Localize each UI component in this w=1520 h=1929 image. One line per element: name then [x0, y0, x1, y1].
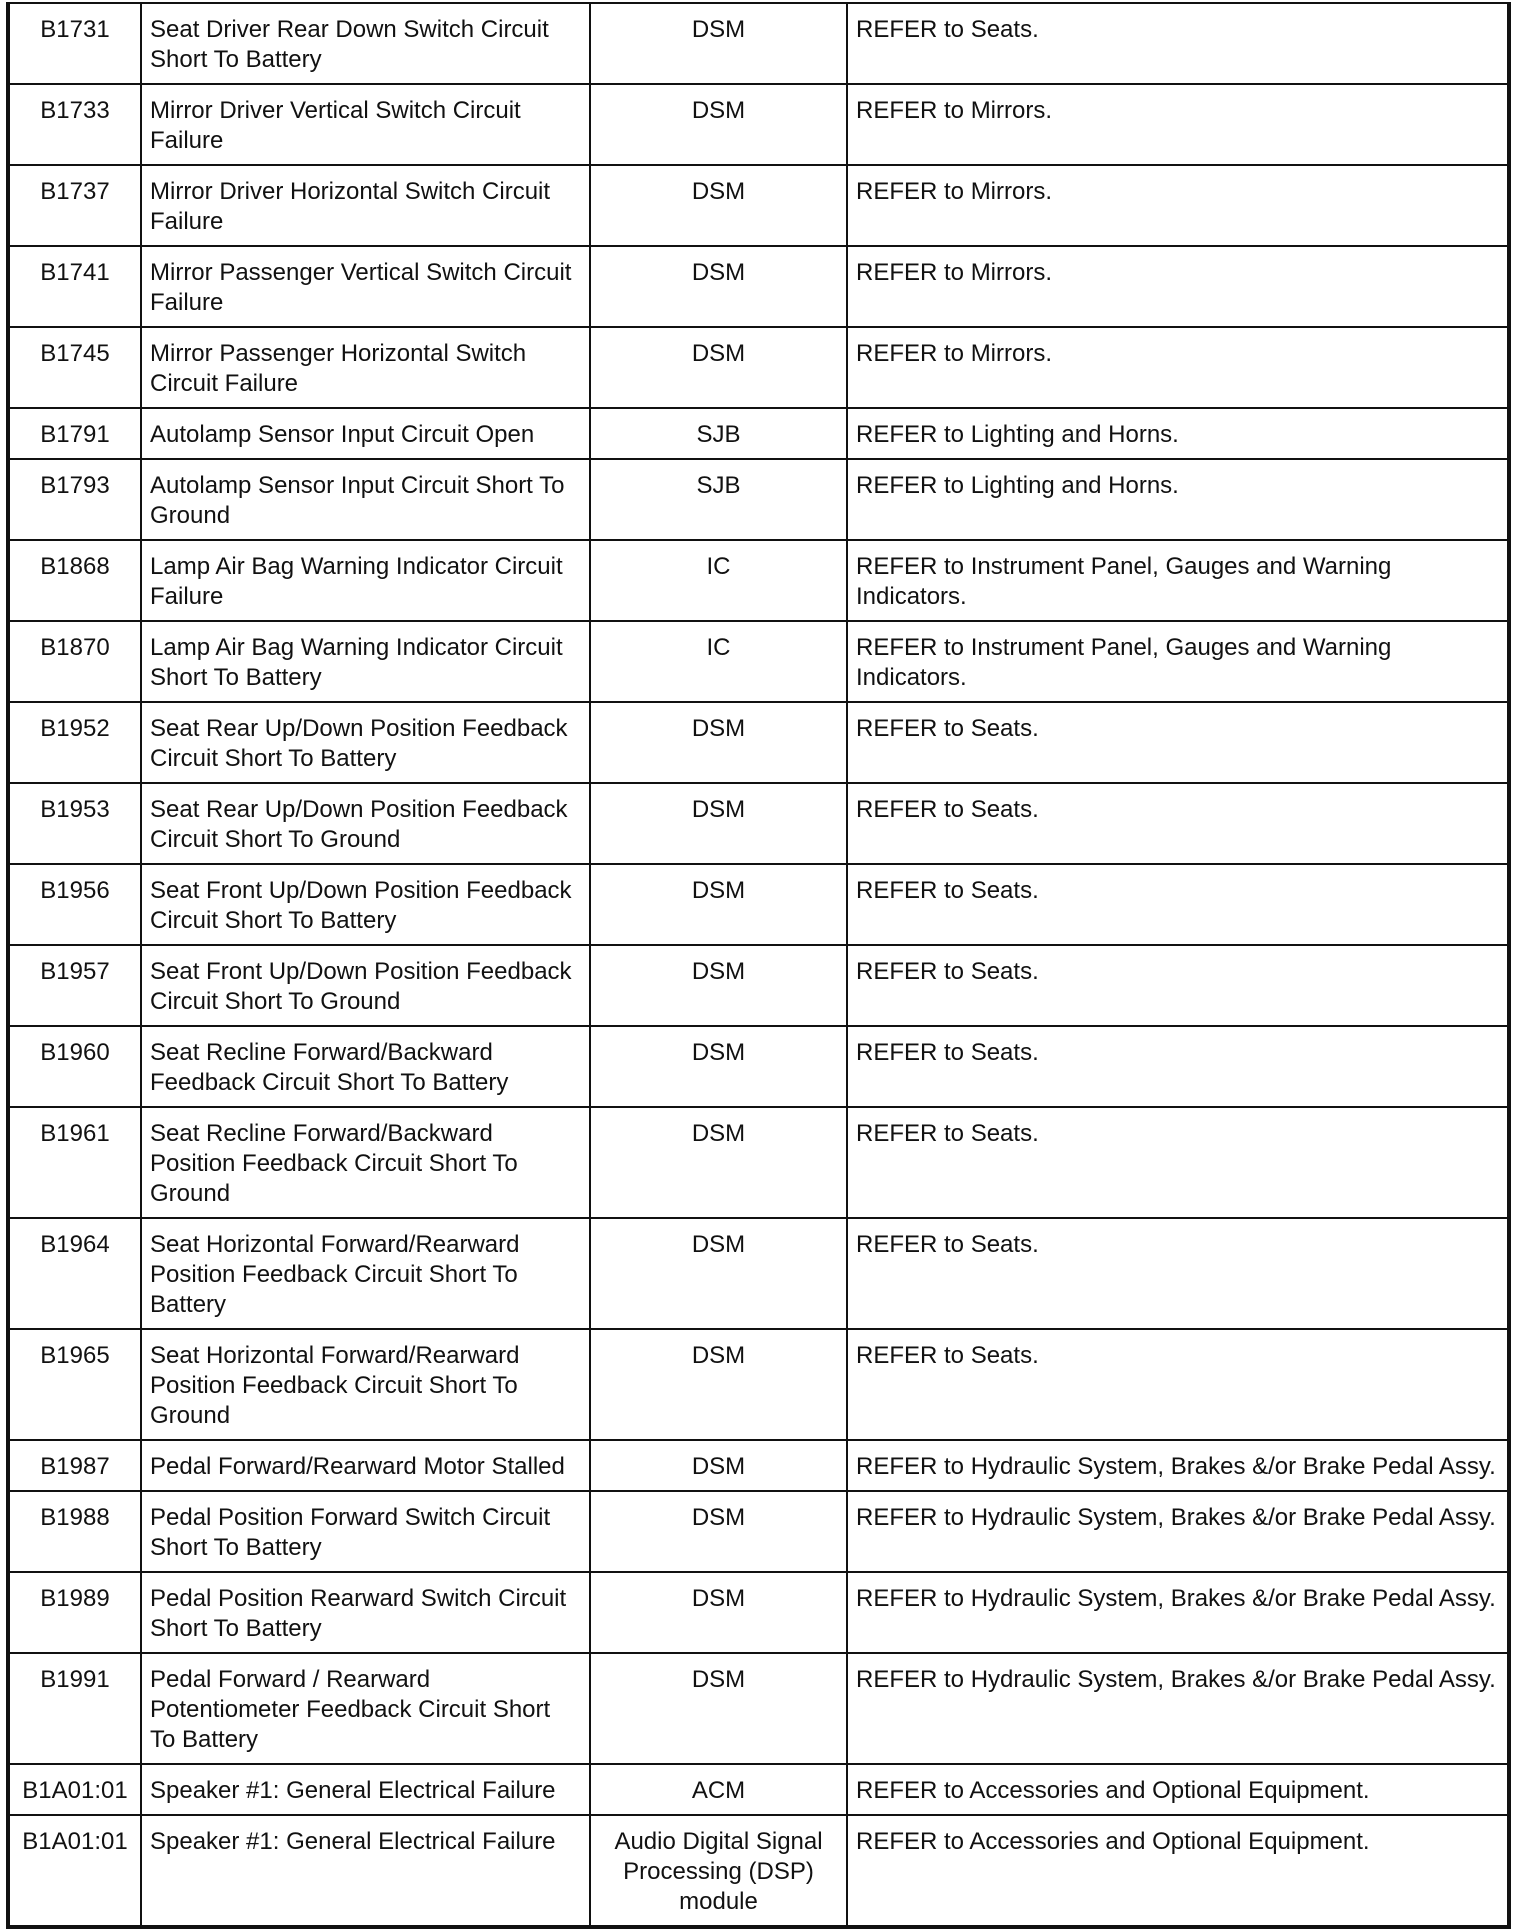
dtc-description-cell: Seat Rear Up/Down Position Feedback Circuit Short To Battery: [141, 702, 590, 783]
dtc-module-cell: DSM: [590, 1107, 847, 1218]
table-row: [8, 1653, 1509, 1764]
dtc-code-cell: B1793: [8, 459, 141, 540]
dtc-code-cell: B1987: [8, 1440, 141, 1491]
dtc-code-cell: B1731: [8, 3, 141, 84]
table-row: [8, 1107, 1509, 1218]
table-row: [8, 327, 1509, 408]
dtc-code-cell: B1745: [8, 327, 141, 408]
dtc-description-cell: Mirror Driver Horizontal Switch Circuit Failure: [141, 165, 590, 246]
dtc-code-cell: B1956: [8, 864, 141, 945]
table-row: [8, 246, 1509, 327]
table-row: [8, 165, 1509, 246]
dtc-module-cell: DSM: [590, 945, 847, 1026]
dtc-action-cell: REFER to Seats.: [847, 864, 1509, 945]
dtc-action-cell: REFER to Instrument Panel, Gauges and Warning Indicators.: [847, 540, 1509, 621]
dtc-description-cell: Seat Driver Rear Down Switch Circuit Short To Battery: [141, 3, 590, 84]
table-row: [8, 945, 1509, 1026]
table-row: [8, 1815, 1509, 1927]
dtc-action-cell: REFER to Mirrors.: [847, 246, 1509, 327]
dtc-description-cell: Pedal Forward/Rearward Motor Stalled: [141, 1440, 590, 1491]
table-row: [8, 1218, 1509, 1329]
dtc-action-cell: REFER to Hydraulic System, Brakes &/or Brake Pedal Assy.: [847, 1440, 1509, 1491]
dtc-description-cell: Mirror Driver Vertical Switch Circuit Failure: [141, 84, 590, 165]
dtc-action-cell: REFER to Seats.: [847, 3, 1509, 84]
dtc-description-cell: Lamp Air Bag Warning Indicator Circuit Short To Battery: [141, 621, 590, 702]
dtc-description-cell: Autolamp Sensor Input Circuit Open: [141, 408, 590, 459]
table-row: [8, 1329, 1509, 1440]
dtc-code-cell: B1953: [8, 783, 141, 864]
dtc-code-cell: B1960: [8, 1026, 141, 1107]
dtc-code-cell: B1A01:01: [8, 1815, 141, 1927]
dtc-action-cell: REFER to Hydraulic System, Brakes &/or Brake Pedal Assy.: [847, 1491, 1509, 1572]
dtc-action-cell: REFER to Hydraulic System, Brakes &/or Brake Pedal Assy.: [847, 1653, 1509, 1764]
dtc-module-cell: DSM: [590, 84, 847, 165]
dtc-module-cell: ACM: [590, 1764, 847, 1815]
dtc-code-cell: B1737: [8, 165, 141, 246]
dtc-module-cell: SJB: [590, 459, 847, 540]
dtc-module-cell: DSM: [590, 1026, 847, 1107]
dtc-description-cell: Autolamp Sensor Input Circuit Short To Ground: [141, 459, 590, 540]
dtc-module-cell: Audio Digital Signal Processing (DSP) module: [590, 1815, 847, 1927]
dtc-action-cell: REFER to Seats.: [847, 1107, 1509, 1218]
table-row: [8, 1440, 1509, 1491]
dtc-description-cell: Seat Recline Forward/Backward Feedback Circuit Short To Battery: [141, 1026, 590, 1107]
dtc-description-cell: Seat Front Up/Down Position Feedback Circuit Short To Battery: [141, 864, 590, 945]
dtc-action-cell: REFER to Seats.: [847, 702, 1509, 783]
dtc-module-cell: DSM: [590, 1572, 847, 1653]
dtc-module-cell: DSM: [590, 3, 847, 84]
dtc-module-cell: DSM: [590, 1491, 847, 1572]
dtc-action-cell: REFER to Hydraulic System, Brakes &/or Brake Pedal Assy.: [847, 1572, 1509, 1653]
dtc-code-cell: B1791: [8, 408, 141, 459]
dtc-code-cell: B1957: [8, 945, 141, 1026]
dtc-description-cell: Speaker #1: General Electrical Failure: [141, 1764, 590, 1815]
dtc-description-cell: Pedal Position Rearward Switch Circuit Short To Battery: [141, 1572, 590, 1653]
dtc-module-cell: DSM: [590, 1440, 847, 1491]
dtc-module-cell: IC: [590, 540, 847, 621]
dtc-module-cell: DSM: [590, 165, 847, 246]
dtc-code-cell: B1741: [8, 246, 141, 327]
dtc-action-cell: REFER to Accessories and Optional Equipment.: [847, 1815, 1509, 1927]
dtc-module-cell: DSM: [590, 327, 847, 408]
dtc-code-cell: B1991: [8, 1653, 141, 1764]
dtc-description-cell: Seat Rear Up/Down Position Feedback Circuit Short To Ground: [141, 783, 590, 864]
table-row: [8, 1491, 1509, 1572]
dtc-module-cell: DSM: [590, 702, 847, 783]
dtc-code-cell: B1964: [8, 1218, 141, 1329]
table-row: [8, 540, 1509, 621]
dtc-action-cell: REFER to Seats.: [847, 783, 1509, 864]
table-row: [8, 864, 1509, 945]
dtc-module-cell: DSM: [590, 1218, 847, 1329]
dtc-action-cell: REFER to Accessories and Optional Equipment.: [847, 1764, 1509, 1815]
dtc-description-cell: Lamp Air Bag Warning Indicator Circuit Failure: [141, 540, 590, 621]
dtc-description-cell: Seat Recline Forward/Backward Position Feedback Circuit Short To Ground: [141, 1107, 590, 1218]
dtc-description-cell: Pedal Forward / Rearward Potentiometer Feedback Circuit Short To Battery: [141, 1653, 590, 1764]
dtc-action-cell: REFER to Seats.: [847, 1026, 1509, 1107]
table-row: [8, 408, 1509, 459]
dtc-description-cell: Speaker #1: General Electrical Failure: [141, 1815, 590, 1927]
dtc-action-cell: REFER to Lighting and Horns.: [847, 459, 1509, 540]
table-row: [8, 459, 1509, 540]
dtc-description-cell: Mirror Passenger Horizontal Switch Circuit Failure: [141, 327, 590, 408]
dtc-code-cell: B1961: [8, 1107, 141, 1218]
table-row: [8, 3, 1509, 84]
dtc-module-cell: IC: [590, 621, 847, 702]
dtc-action-cell: REFER to Seats.: [847, 945, 1509, 1026]
dtc-code-cell: B1A01:01: [8, 1764, 141, 1815]
dtc-module-cell: DSM: [590, 246, 847, 327]
dtc-description-cell: Seat Horizontal Forward/Rearward Position Feedback Circuit Short To Battery: [141, 1218, 590, 1329]
dtc-code-cell: B1733: [8, 84, 141, 165]
dtc-code-cell: B1988: [8, 1491, 141, 1572]
dtc-code-cell: B1952: [8, 702, 141, 783]
dtc-description-cell: Mirror Passenger Vertical Switch Circuit Failure: [141, 246, 590, 327]
dtc-module-cell: DSM: [590, 864, 847, 945]
dtc-module-cell: SJB: [590, 408, 847, 459]
dtc-code-cell: B1868: [8, 540, 141, 621]
dtc-code-cell: B1870: [8, 621, 141, 702]
dtc-description-cell: Seat Front Up/Down Position Feedback Circuit Short To Ground: [141, 945, 590, 1026]
table-row: [8, 702, 1509, 783]
dtc-action-cell: REFER to Seats.: [847, 1218, 1509, 1329]
table-row: [8, 1572, 1509, 1653]
table-row: [8, 1026, 1509, 1107]
dtc-action-cell: REFER to Instrument Panel, Gauges and Warning Indicators.: [847, 621, 1509, 702]
dtc-action-cell: REFER to Mirrors.: [847, 84, 1509, 165]
table-row: [8, 1764, 1509, 1815]
dtc-code-cell: B1989: [8, 1572, 141, 1653]
table-row: [8, 783, 1509, 864]
dtc-description-cell: Seat Horizontal Forward/Rearward Position Feedback Circuit Short To Ground: [141, 1329, 590, 1440]
dtc-action-cell: REFER to Mirrors.: [847, 327, 1509, 408]
dtc-action-cell: REFER to Lighting and Horns.: [847, 408, 1509, 459]
dtc-action-cell: REFER to Seats.: [847, 1329, 1509, 1440]
dtc-module-cell: DSM: [590, 1329, 847, 1440]
table-row: [8, 621, 1509, 702]
dtc-table: [6, 2, 1511, 1929]
dtc-action-cell: REFER to Mirrors.: [847, 165, 1509, 246]
dtc-module-cell: DSM: [590, 1653, 847, 1764]
dtc-code-cell: B1965: [8, 1329, 141, 1440]
dtc-description-cell: Pedal Position Forward Switch Circuit Short To Battery: [141, 1491, 590, 1572]
dtc-module-cell: DSM: [590, 783, 847, 864]
table-row: [8, 84, 1509, 165]
